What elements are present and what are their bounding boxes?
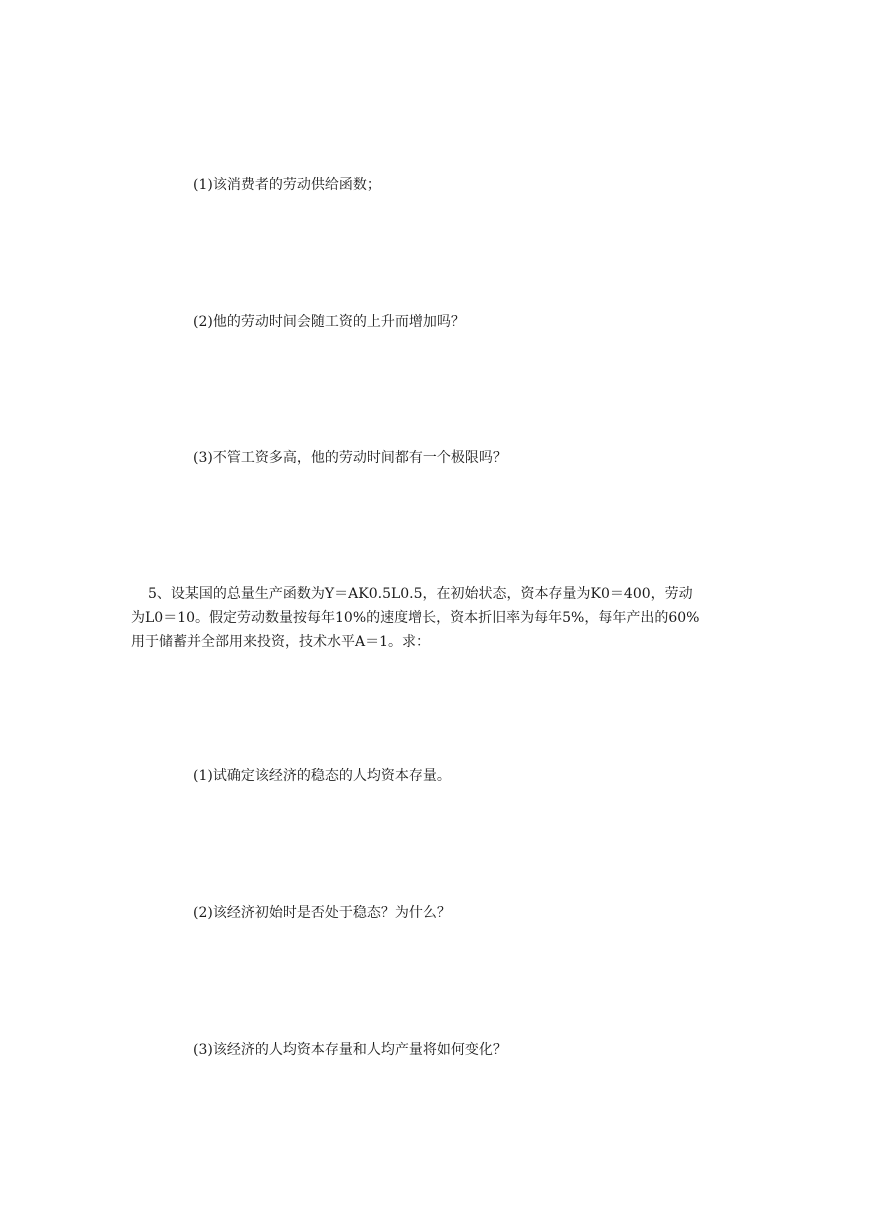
q5-stem-line3: 用于储蓄并全部用来投资，技术水平A＝1。求： <box>131 634 431 650</box>
q5-part3-text: (3)该经济的人均资本存量和人均产量将如何变化？ <box>193 1042 507 1058</box>
q4-part1-text: (1)该消费者的劳动供给函数； <box>193 177 381 193</box>
q4-part3-text: (3)不管工资多高，他的劳动时间都有一个极限吗？ <box>193 450 507 466</box>
q5-stem-line1: 5、设某国的总量生产函数为Y＝AK0.5L0.5，在初始状态，资本存量为K0＝400，劳动 <box>148 586 693 602</box>
q5-stem <box>131 582 751 654</box>
q4-part2-text: (2)他的劳动时间会随工资的上升而增加吗？ <box>193 314 465 330</box>
q5-part1-text: (1)试确定该经济的稳态的人均资本存量。 <box>193 768 451 784</box>
q5-stem-line2: 为L0＝10。假定劳动数量按每年10%的速度增长，资本折旧率为每年5%，每年产出的60% <box>131 610 700 626</box>
q5-part2-text: (2)该经济初始时是否处于稳态？为什么？ <box>193 905 451 921</box>
